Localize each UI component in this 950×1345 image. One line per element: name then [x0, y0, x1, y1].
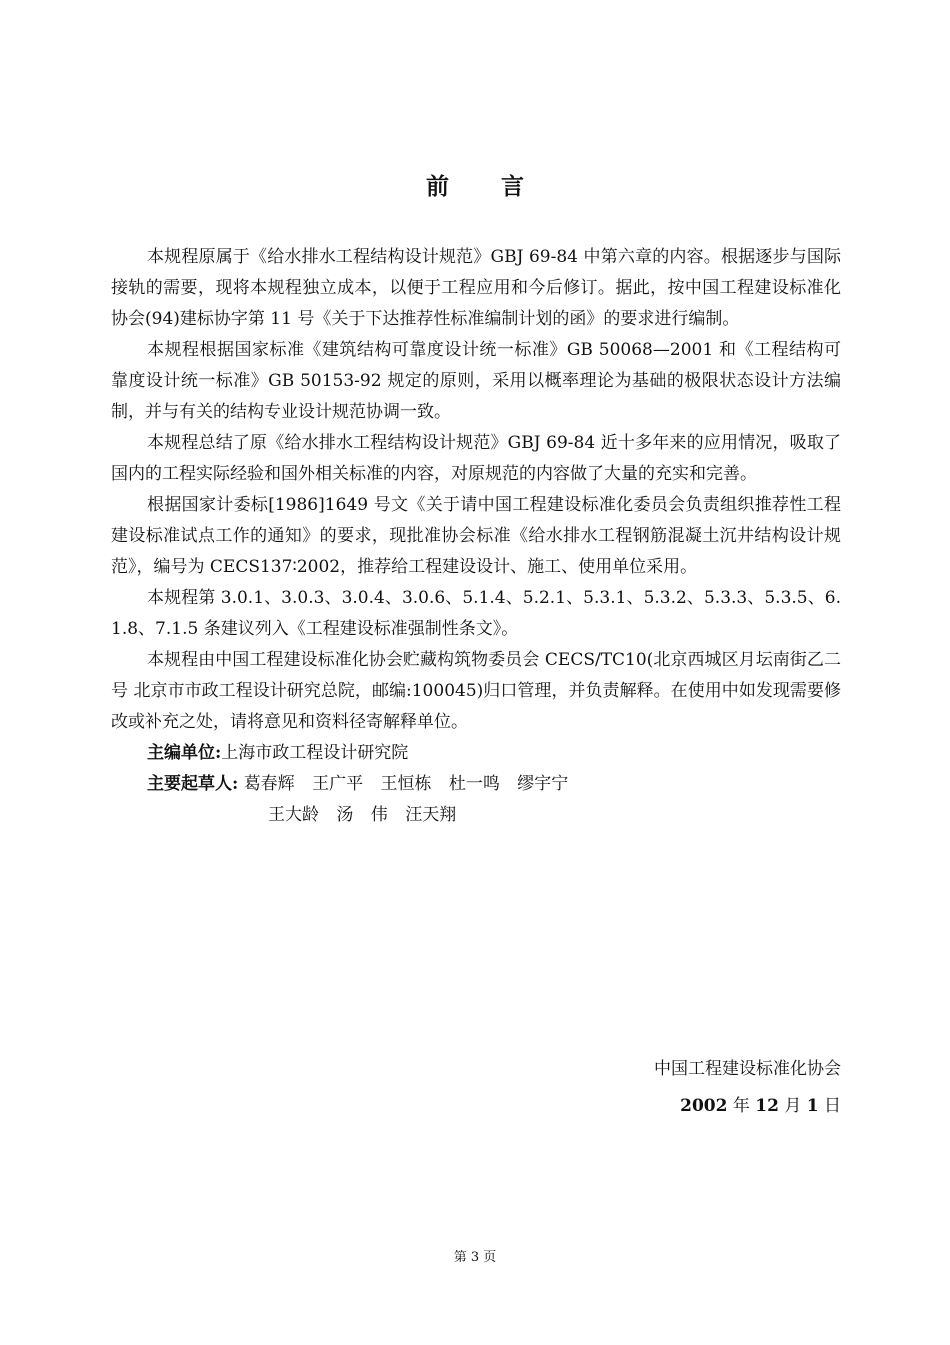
paragraph-approval: 根据国家计委标[1986]1649 号文《关于请中国工程建设标准化委员会负责组织推荐性工程建设标准试点工作的通知》的要求，现批准协会标准《给水排水工程钢筋混凝土沉井结构设计规范》，编号为 CECS137∶2002，推荐给工程建设设计、施工、使用单位采用。	[111, 495, 841, 577]
drafters-line	[111, 769, 841, 800]
date-month: 12	[755, 1096, 779, 1116]
paragraph-summary: 本规程总结了原《给水排水工程结构设计规范》GBJ 69-84 近十多年来的应用情况，吸取了国内的工程实际经验和国外相关标准的内容，对原规范的内容做了大量的充实和完善。	[111, 433, 841, 484]
page-title: 前 言	[425, 173, 546, 200]
drafters-names-2: 王大龄 汤 伟 汪天翔	[268, 805, 457, 825]
editor-unit-value: 上海市政工程设计研究院	[221, 743, 409, 763]
drafters-label: 主要起草人:	[147, 774, 239, 794]
paragraph-origin: 本规程原属于《给水排水工程结构设计规范》GBJ 69-84 中第六章的内容。根据逐步与国际接轨的需要，现将本规程独立成本，以便于工程应用和今后修订。据此，按中国工程建设标准化协会(94)建标协字第 11 号《关于下达推荐性标准编制计划的函》的要求进行编制。	[111, 247, 841, 329]
date-year: 2002	[680, 1096, 728, 1116]
paragraph-basis: 本规程根据国家标准《建筑结构可靠度设计统一标准》GB 50068—2001 和《工程结构可靠度设计统一标准》GB 50153-92 规定的原则，采用以概率理论为基础的极限状态设计方法编制，并与有关的结构专业设计规范协调一致。	[111, 340, 841, 422]
preface-body	[111, 242, 841, 831]
date-day: 1	[806, 1096, 819, 1116]
editor-unit-label: 主编单位:	[147, 743, 222, 763]
date-month-unit: 月	[784, 1096, 802, 1116]
signing-organization: 中国工程建设标准化协会	[654, 1059, 841, 1079]
date-year-unit: 年	[732, 1096, 750, 1116]
paragraph-mandatory-clauses: 本规程第 3.0.1、3.0.3、3.0.4、3.0.6、5.1.4、5.2.1、5.3.1、5.3.2、5.3.3、5.3.5、6.1.8、7.1.5 条建议列入《工程建设标准强制性条文》。	[111, 588, 841, 639]
date-day-unit: 日	[824, 1096, 841, 1116]
paragraph-management: 本规程由中国工程建设标准化协会贮藏构筑物委员会 CECS/TC10(北京西城区月坛南街乙二号 北京市市政工程设计研究总院，邮编:100045)归口管理，并负责解释。在使用中如发现需要修改或补充之处，请将意见和资料径寄解释单位。	[111, 650, 841, 732]
editor-unit-line	[111, 738, 841, 769]
drafters-names-1: 葛春辉 王广平 王恒栋 杜一鸣 缪宇宁	[243, 774, 569, 794]
page-number: 第 3 页	[453, 1250, 497, 1265]
drafters-continuation	[111, 800, 841, 831]
signing-date	[680, 1091, 841, 1116]
